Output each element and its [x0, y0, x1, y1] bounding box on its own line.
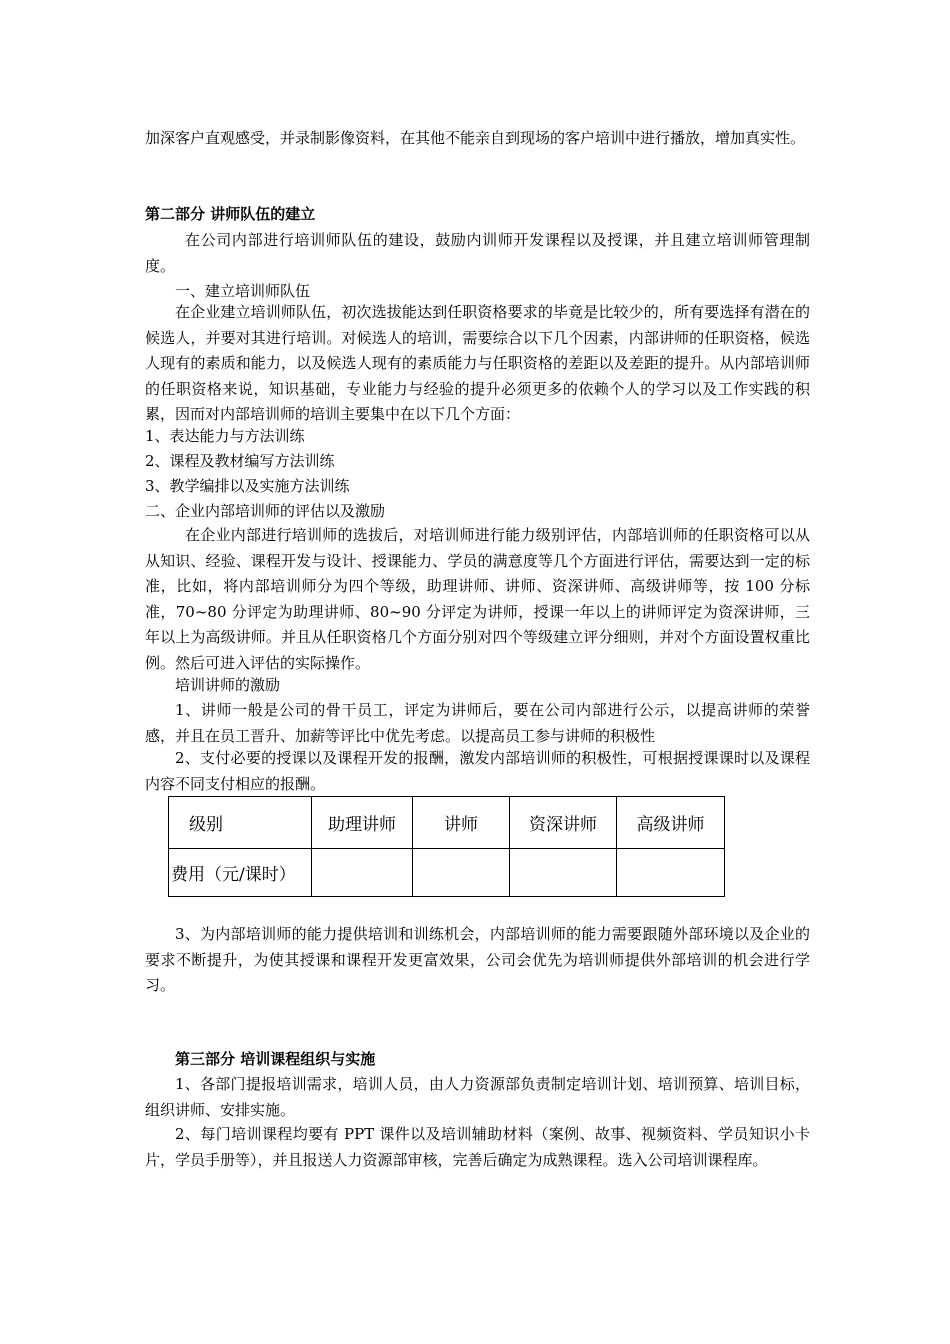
- sub1-paragraph: 在企业建立培训师队伍，初次选拔能达到任职资格要求的毕竟是比较少的，所有要选择有潜在的候选人，并要对其进行培训。对候选人的培训，需要综合以下几个因素，内部讲师的任职资格，候选人现有的素质和能力，以及候选人现有的素质能力与任职资格的差距以及差距的提升。从内部培训师的任职资格来说，知识基础，专业能力与经验的提升必须更多的依赖个人的学习以及工作实践的积累，因而对内部培训师的培训主要集中在以下几个方面：: [145, 303, 810, 423]
- section3-heading: 第三部分 培训课程组织与实施: [175, 1050, 376, 1068]
- table-header-advanced-lecturer: 高级讲师: [617, 797, 725, 849]
- sub1-title: 一、建立培训师队伍: [175, 282, 311, 300]
- table-header-level: 级别: [169, 797, 312, 849]
- table-header-senior-lecturer: 资深讲师: [510, 797, 617, 849]
- table-cell: [312, 849, 413, 897]
- list-item-2: 2、课程及教材编写方法训练: [145, 452, 335, 470]
- table-header-lecturer: 讲师: [413, 797, 510, 849]
- fee-table: [168, 796, 725, 897]
- table-cell: [617, 849, 725, 897]
- incentive-item-1: 1、讲师一般是公司的骨干员工，评定为讲师后，要在公司内部进行公示，以提高讲师的荣誉感，并且在员工晋升、加薪等评比中优先考虑。以提高员工参与讲师的积极性: [145, 701, 810, 745]
- incentive-title: 培训讲师的激励: [175, 676, 281, 694]
- table-cell: [510, 849, 617, 897]
- table-cell: [413, 849, 510, 897]
- section2-intro: 在公司内部进行培训师队伍的建设，鼓励内训师开发课程以及授课，并且建立培训师管理制度。: [145, 231, 810, 275]
- incentive-item-3: 3、为内部培训师的能力提供培训和训练机会，内部培训师的能力需要跟随外部环境以及企业的要求不断提升，为使其授课和课程开发更富效果，公司会优先为培训师提供外部培训的机会进行学习。: [145, 925, 810, 994]
- table-row: [169, 849, 725, 897]
- section2-heading: 第二部分 讲师队伍的建立: [145, 205, 316, 223]
- incentive-item-2: 2、支付必要的授课以及课程开发的报酬，激发内部培训师的积极性，可根据授课课时以及课程内容不同支付相应的报酬。: [145, 749, 810, 793]
- table-row-label: 费用（元/课时）: [169, 849, 312, 897]
- table-header-row: [169, 797, 725, 849]
- table-header-assistant-lecturer: 助理讲师: [312, 797, 413, 849]
- section3-item-1: 1、各部门提报培训需求，培训人员，由人力资源部负责制定培训计划、培训预算、培训目标，组织讲师、安排实施。: [145, 1075, 810, 1119]
- section3-item-2: 2、每门培训课程均要有 PPT 课件以及培训辅助材料（案例、故事、视频资料、学员知识小卡片，学员手册等），并且报送人力资源部审核，完善后确定为成熟课程。选入公司培训课程库。: [145, 1125, 810, 1169]
- intro-paragraph: 加深客户直观感受，并录制影像资料，在其他不能亲自到现场的客户培训中进行播放，增加真实性。: [145, 129, 806, 147]
- sub2-paragraph: 在企业内部进行培训师的选拔后，对培训师进行能力级别评估，内部培训师的任职资格可以从从知识、经验、课程开发与设计、授课能力、学员的满意度等几个方面进行评估，需要达到一定的标准，比如，将内部培训师分为四个等级，助理讲师、讲师、资深讲师、高级讲师等，按 100 分标准，70~80 分评定为助理讲师、80~90 分评定为讲师，授课一年以上的讲师评定为资深讲师，三年以上为高级讲师。并且从任职资格几个方面分别对四个等级建立评分细则，并对个方面设置权重比例。然后可进入评估的实际操作。: [145, 526, 810, 672]
- list-item-3: 3、教学编排以及实施方法训练: [145, 477, 350, 495]
- sub2-title: 二、企业内部培训师的评估以及激励: [145, 502, 386, 520]
- list-item-1: 1、表达能力与方法训练: [145, 427, 305, 445]
